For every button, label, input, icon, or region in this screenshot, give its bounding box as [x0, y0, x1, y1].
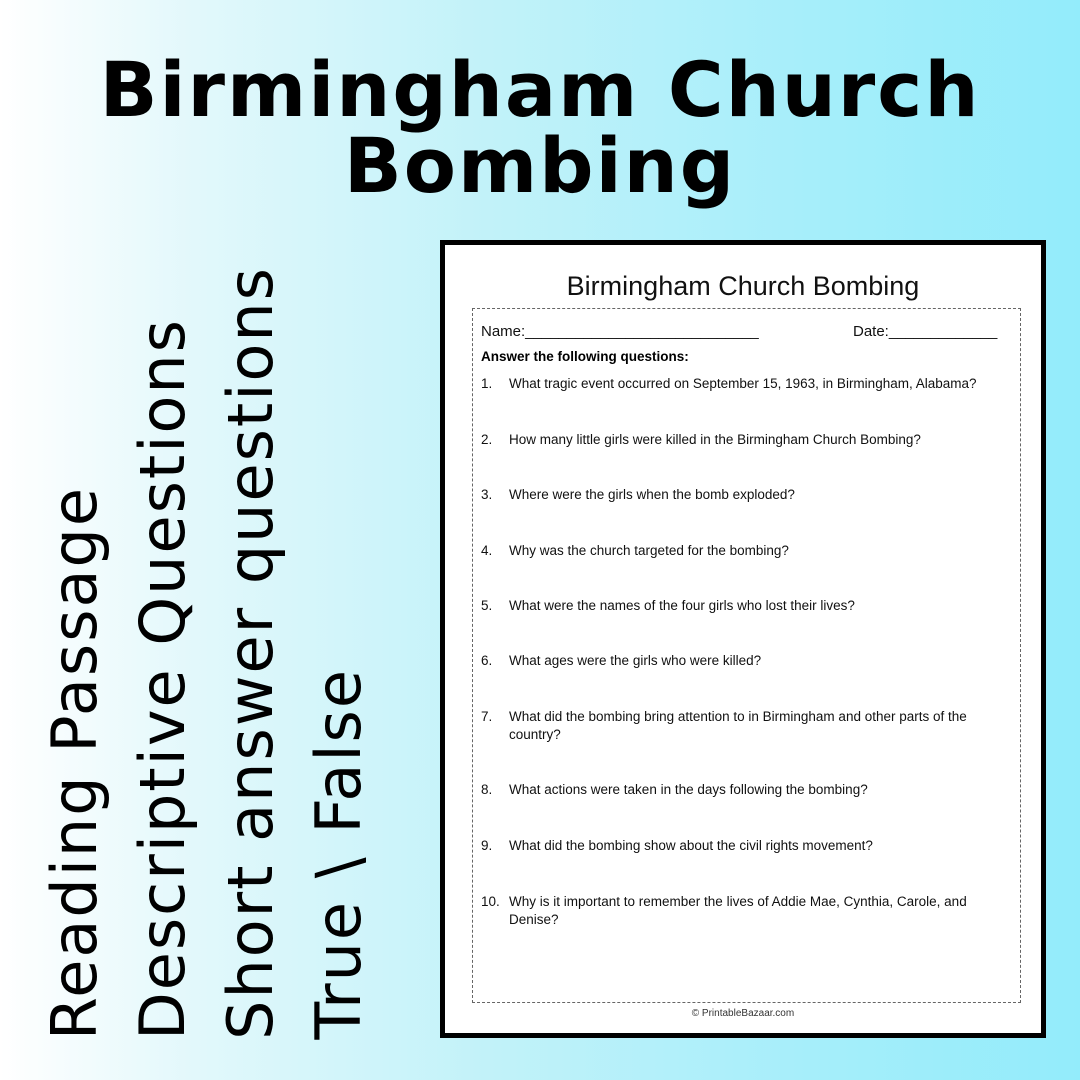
page-title: Birmingham Church Bombing: [99, 45, 981, 210]
question-number: 6.: [481, 653, 493, 668]
question-item: [481, 431, 1006, 449]
question-item: [481, 893, 1006, 929]
question-number: 2.: [481, 432, 493, 447]
question-item: [481, 652, 1006, 670]
side-label-short-answer: Short answer questions: [214, 266, 287, 1040]
question-number: 4.: [481, 543, 493, 558]
question-item: [481, 837, 1006, 855]
question-text: How many little girls were killed in the Birmingham Church Bombing?: [509, 432, 921, 447]
question-text: Why was the church targeted for the bombing?: [509, 543, 789, 558]
question-text: What actions were taken in the days following the bombing?: [509, 782, 868, 797]
question-text: What did the bombing show about the civil rights movement?: [509, 838, 873, 853]
name-field: Name:____________________________: [481, 323, 759, 340]
question-text: What did the bombing bring attention to in Birmingham and other parts of the country?: [509, 709, 967, 742]
question-item: [481, 375, 1006, 393]
question-number: 10.: [481, 894, 500, 909]
question-number: 1.: [481, 376, 493, 391]
worksheet-title: Birmingham Church Bombing: [566, 271, 920, 301]
side-label-true-false: True \ False: [302, 668, 375, 1040]
question-item: [481, 486, 1006, 504]
worksheet-preview: [440, 240, 1046, 1038]
question-item: [481, 708, 1006, 744]
question-number: 3.: [481, 487, 493, 502]
question-text: What were the names of the four girls who lost their lives?: [509, 598, 855, 613]
question-text: What tragic event occurred on September 15, 1963, in Birmingham, Alabama?: [509, 376, 977, 391]
question-number: 8.: [481, 782, 493, 797]
question-text: Where were the girls when the bomb exploded?: [509, 487, 795, 502]
question-text: Why is it important to remember the lives of Addie Mae, Cynthia, Carole, and Denise?: [509, 894, 967, 927]
question-number: 9.: [481, 838, 493, 853]
instructions: Answer the following questions:: [481, 349, 689, 364]
question-item: [481, 597, 1006, 615]
question-box: [472, 308, 1021, 1003]
question-item: [481, 781, 1006, 799]
question-item: [481, 542, 1006, 560]
question-number: 5.: [481, 598, 493, 613]
side-label-descriptive-questions: Descriptive Questions: [126, 317, 199, 1040]
question-number: 7.: [481, 709, 493, 724]
side-label-reading-passage: Reading Passage: [38, 485, 111, 1040]
question-text: What ages were the girls who were killed?: [509, 653, 762, 668]
date-field: Date:_____________: [853, 323, 998, 340]
copyright-footer: © PrintableBazaar.com: [691, 1008, 795, 1019]
